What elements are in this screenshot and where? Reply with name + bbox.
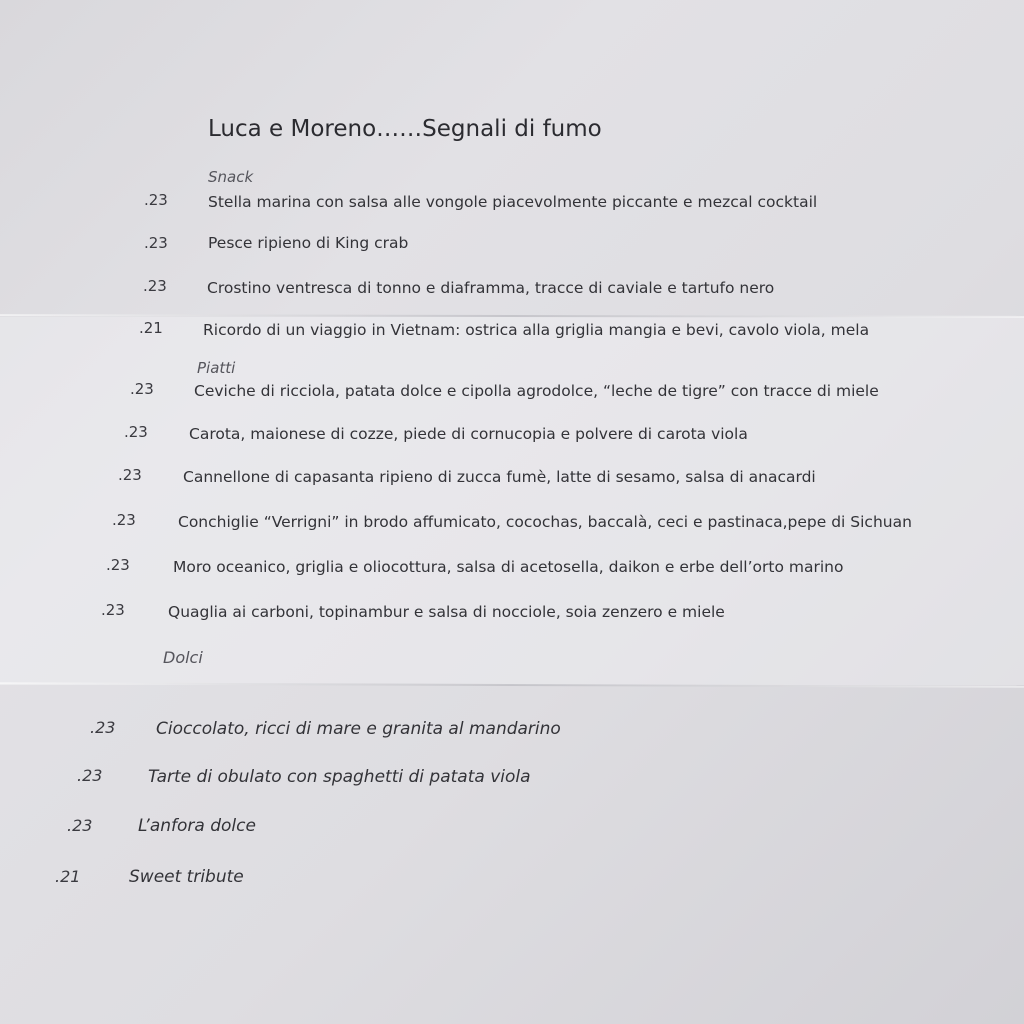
item-price: .21 — [139, 319, 163, 337]
section-piatti: Piatti — [197, 359, 236, 377]
section-snack: Snack — [208, 168, 254, 186]
item-price: .23 — [112, 511, 136, 529]
item-price: .23 — [144, 234, 168, 252]
item-price: .21 — [55, 867, 81, 886]
item-name: Conchiglie “Verrigni” in brodo affumicato, cocochas, baccalà, ceci e pastinaca,pepe di Sichuan — [178, 513, 912, 531]
item-price: .23 — [130, 380, 154, 398]
item-price: .23 — [124, 423, 148, 441]
item-price: .23 — [67, 816, 93, 835]
item-price: .23 — [101, 601, 125, 619]
item-name: Carota, maionese di cozze, piede di cornucopia e polvere di carota viola — [189, 425, 748, 443]
item-name: L’anfora dolce — [138, 816, 256, 836]
item-name: Ricordo di un viaggio in Vietnam: ostrica alla griglia mangia e bevi, cavolo viola, mela — [203, 321, 870, 339]
item-price: .23 — [118, 466, 142, 484]
item-name: Quaglia ai carboni, topinambur e salsa di nocciole, soia zenzero e miele — [168, 603, 725, 621]
item-price: .23 — [143, 277, 167, 295]
item-price: .23 — [144, 191, 168, 209]
section-dolci: Dolci — [163, 648, 203, 667]
item-price: .23 — [90, 718, 116, 737]
item-name: Tarte di obulato con spaghetti di patata viola — [148, 767, 531, 787]
item-name: Ceviche di ricciola, patata dolce e cipolla agrodolce, “leche de tigre” con tracce di miele — [194, 382, 879, 400]
item-price: .23 — [77, 766, 103, 785]
item-name: Crostino ventresca di tonno e diaframma, tracce di caviale e tartufo nero — [207, 279, 775, 297]
item-name: Cannellone di capasanta ripieno di zucca fumè, latte di sesamo, salsa di anacardi — [183, 468, 816, 486]
item-name: Cioccolato, ricci di mare e granita al mandarino — [156, 719, 561, 739]
item-name: Stella marina con salsa alle vongole piacevolmente piccante e mezcal cocktail — [208, 193, 818, 211]
item-name: Sweet tribute — [129, 867, 244, 887]
item-price: .23 — [106, 556, 130, 574]
item-name: Moro oceanico, griglia e oliocottura, salsa di acetosella, daikon e erbe dell’orto marino — [173, 558, 844, 576]
folded-band — [0, 317, 1024, 685]
menu-title: Luca e Moreno……Segnali di fumo — [208, 116, 602, 142]
item-name: Pesce ripieno di King crab — [208, 234, 409, 252]
